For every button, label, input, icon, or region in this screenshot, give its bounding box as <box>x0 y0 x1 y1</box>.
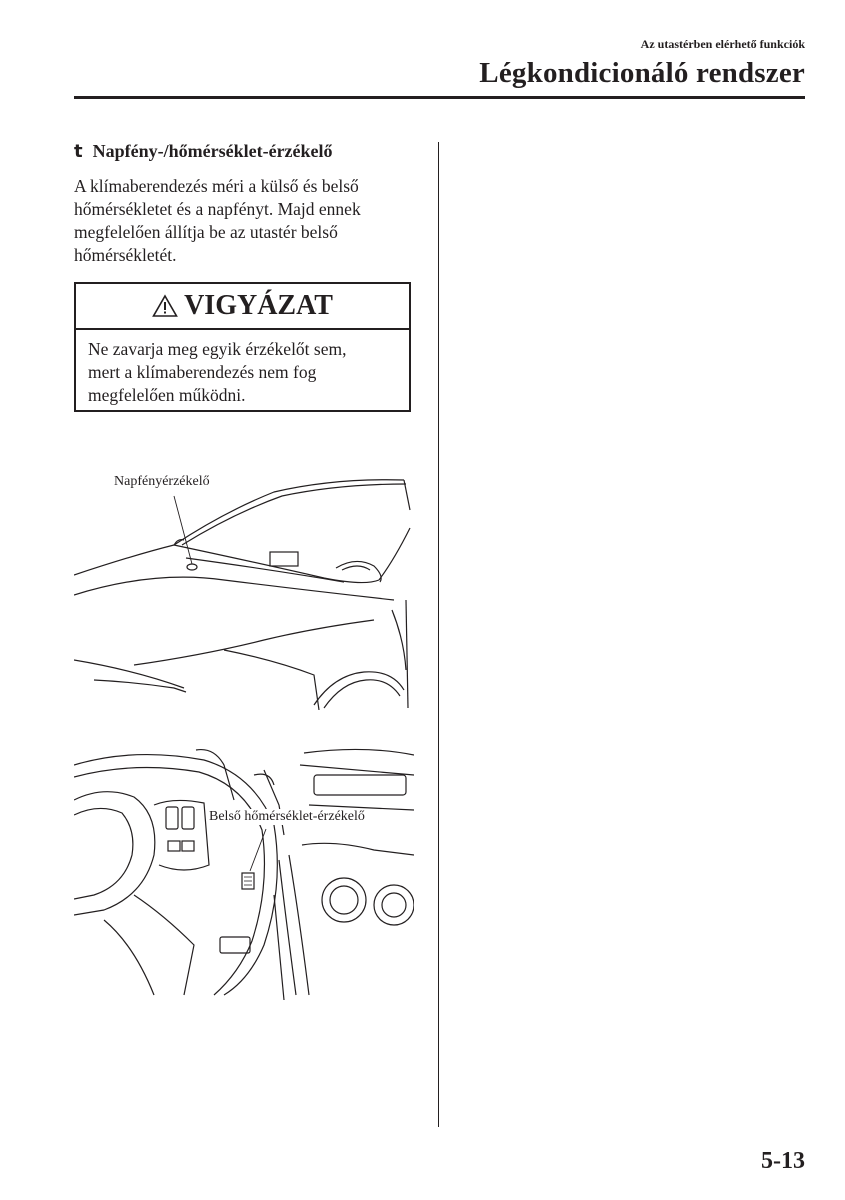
section-heading-text: Napfény-/hőmérséklet-érzékelő <box>92 141 333 161</box>
warning-body <box>76 330 409 407</box>
interior-sensor-label: Belső hőmérséklet-érzékelő <box>209 809 365 824</box>
page-number: 5-13 <box>761 1148 805 1174</box>
warning-box <box>74 282 411 412</box>
header-subtitle: Az utastérben elérhető funkciók <box>640 37 805 51</box>
section-heading <box>74 141 333 162</box>
paragraph-line: hőmérsékletet és a napfényt. Majd ennek <box>74 199 361 219</box>
section-bullet: t <box>74 141 83 162</box>
section-paragraph <box>74 175 424 267</box>
paragraph-line: megfelelően állítja be az utastér belső <box>74 222 338 242</box>
warning-line: megfelelően működni. <box>88 385 246 405</box>
header-rule <box>74 96 805 99</box>
page-title: Légkondicionáló rendszer <box>479 57 805 89</box>
paragraph-line: hőmérsékletét. <box>74 245 177 265</box>
warning-title: VIGYÁZAT <box>184 290 333 321</box>
warning-triangle-icon <box>152 294 178 318</box>
interior-sensor-illustration <box>74 745 414 1000</box>
column-divider <box>438 142 439 1127</box>
warning-line: mert a klímaberendezés nem fog <box>88 362 317 382</box>
warning-line: Ne zavarja meg egyik érzékelőt sem, <box>88 339 347 359</box>
paragraph-line: A klímaberendezés méri a külső és belső <box>74 176 359 196</box>
sunlight-sensor-label: Napfényérzékelő <box>114 474 210 489</box>
sunlight-sensor-illustration <box>74 470 414 710</box>
warning-header <box>76 284 409 330</box>
